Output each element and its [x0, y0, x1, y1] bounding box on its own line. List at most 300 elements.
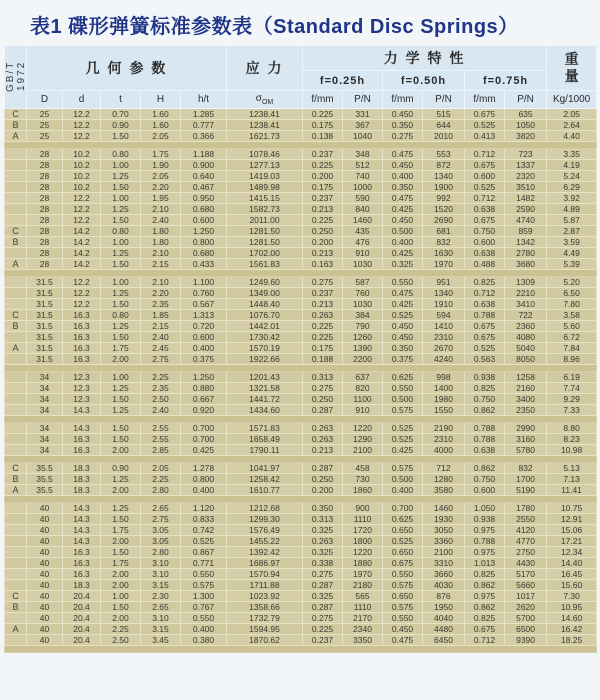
value-cell: 1281.50 — [227, 237, 303, 248]
value-cell: 0.867 — [181, 547, 227, 558]
value-cell: 0.225 — [303, 332, 343, 343]
value-cell: 0.425 — [383, 204, 423, 215]
value-cell: 0.425 — [383, 445, 423, 456]
series-letter-cell — [5, 547, 27, 558]
value-cell: 2.50 — [141, 394, 181, 405]
value-cell: 1442.01 — [227, 321, 303, 332]
series-letter-cell — [5, 204, 27, 215]
table-row — [5, 193, 597, 204]
value-cell: 0.287 — [303, 463, 343, 474]
value-cell: 1337 — [505, 160, 547, 171]
value-cell: 0.475 — [383, 149, 423, 160]
table-row — [5, 215, 597, 226]
group-header-weight: 重量 — [547, 46, 597, 91]
value-cell: 18.3 — [63, 463, 101, 474]
value-cell: 1258.42 — [227, 474, 303, 485]
value-cell: 14.3 — [63, 503, 101, 514]
value-cell: 0.500 — [383, 226, 423, 237]
value-cell: 587 — [343, 277, 383, 288]
value-cell: 6.72 — [547, 332, 597, 343]
value-cell: 331 — [343, 109, 383, 120]
value-cell: 384 — [343, 310, 383, 321]
value-cell: 16.3 — [63, 434, 101, 445]
value-cell: 4.89 — [547, 204, 597, 215]
value-cell: 1970 — [423, 259, 465, 270]
value-cell: 0.675 — [465, 321, 505, 332]
value-cell: 14.60 — [547, 613, 597, 624]
value-cell: 0.175 — [303, 120, 343, 131]
value-cell: 5.20 — [547, 277, 597, 288]
value-cell: 1.90 — [141, 160, 181, 171]
value-cell: 40 — [27, 525, 63, 536]
value-cell: 2.87 — [547, 226, 597, 237]
value-cell: 16.3 — [63, 354, 101, 365]
value-cell: 34 — [27, 372, 63, 383]
value-cell: 512 — [343, 160, 383, 171]
value-cell: 1277.13 — [227, 160, 303, 171]
value-cell: 28 — [27, 215, 63, 226]
table-row — [5, 536, 597, 547]
value-cell: 0.525 — [383, 434, 423, 445]
value-cell: 2.00 — [101, 536, 141, 547]
value-cell: 1.50 — [101, 423, 141, 434]
value-cell: 12.2 — [63, 120, 101, 131]
value-cell: 723 — [505, 149, 547, 160]
value-cell: 40 — [27, 547, 63, 558]
value-cell: 40 — [27, 514, 63, 525]
value-cell: 832 — [505, 463, 547, 474]
value-cell: 0.862 — [465, 580, 505, 591]
value-cell: 876 — [423, 591, 465, 602]
value-cell: 1.50 — [101, 434, 141, 445]
value-cell: 1040 — [343, 131, 383, 142]
value-cell: 0.650 — [383, 525, 423, 536]
value-cell: 0.862 — [465, 463, 505, 474]
value-cell: 1980 — [423, 394, 465, 405]
table-row — [5, 635, 597, 646]
series-letter-cell — [5, 635, 27, 646]
value-cell: 0.788 — [465, 434, 505, 445]
value-cell: 0.950 — [181, 193, 227, 204]
value-cell: 1.25 — [101, 383, 141, 394]
value-cell: 2.85 — [141, 445, 181, 456]
value-cell: 1000 — [343, 182, 383, 193]
value-cell: 0.325 — [383, 259, 423, 270]
table-row — [5, 310, 597, 321]
value-cell: 3.59 — [547, 237, 597, 248]
value-cell: 4040 — [423, 613, 465, 624]
value-cell: 1290 — [343, 434, 383, 445]
value-cell: 1570.94 — [227, 569, 303, 580]
value-cell: 0.325 — [303, 525, 343, 536]
group-header-mechanical: 力 学 特 性 — [303, 46, 547, 71]
value-cell: 1.50 — [101, 602, 141, 613]
value-cell: 0.600 — [465, 171, 505, 182]
table-row — [5, 288, 597, 299]
value-cell: 0.880 — [181, 383, 227, 394]
table-row — [5, 277, 597, 288]
value-cell: 0.975 — [465, 591, 505, 602]
value-cell: 3.58 — [547, 310, 597, 321]
value-cell: 0.375 — [181, 354, 227, 365]
value-cell: 740 — [343, 171, 383, 182]
table-row — [5, 160, 597, 171]
value-cell: 31.5 — [27, 277, 63, 288]
value-cell: 594 — [423, 310, 465, 321]
value-cell: 8.23 — [547, 434, 597, 445]
value-cell: 760 — [343, 288, 383, 299]
standard-label: GB/T 1972 — [5, 46, 27, 109]
value-cell: 1041.97 — [227, 463, 303, 474]
value-cell: 40 — [27, 503, 63, 514]
value-cell: 0.450 — [383, 321, 423, 332]
series-letter-cell — [5, 171, 27, 182]
table-row — [5, 547, 597, 558]
value-cell: 1.25 — [101, 503, 141, 514]
value-cell: 0.213 — [303, 445, 343, 456]
value-cell: 2170 — [343, 613, 383, 624]
series-letter-cell: A — [5, 259, 27, 270]
value-cell: 0.938 — [465, 514, 505, 525]
value-cell: 0.400 — [181, 485, 227, 496]
value-cell: 0.350 — [383, 182, 423, 193]
value-cell: 1970 — [343, 569, 383, 580]
table-row — [5, 149, 597, 160]
value-cell: 2.55 — [141, 434, 181, 445]
value-cell: 12.2 — [63, 215, 101, 226]
value-cell: 0.625 — [383, 514, 423, 525]
value-cell: 1.050 — [465, 503, 505, 514]
value-cell: 7.84 — [547, 343, 597, 354]
value-cell: 0.675 — [465, 109, 505, 120]
value-cell: 0.788 — [465, 423, 505, 434]
value-cell: 3.35 — [547, 149, 597, 160]
value-cell: 1561.83 — [227, 259, 303, 270]
series-letter-cell — [5, 383, 27, 394]
value-cell: 590 — [343, 193, 383, 204]
value-cell: 1410 — [423, 321, 465, 332]
separator-cell — [5, 270, 597, 277]
value-cell: 28 — [27, 226, 63, 237]
value-cell: 2320 — [505, 171, 547, 182]
value-cell: 12.2 — [63, 288, 101, 299]
value-cell: 0.750 — [465, 474, 505, 485]
series-letter-cell — [5, 354, 27, 365]
value-cell: 0.450 — [383, 160, 423, 171]
series-letter-cell — [5, 558, 27, 569]
value-cell: 0.287 — [303, 405, 343, 416]
separator-cell — [5, 496, 597, 503]
value-cell: 1.25 — [101, 474, 141, 485]
value-cell: 0.263 — [303, 310, 343, 321]
value-cell: 18.3 — [63, 580, 101, 591]
value-cell: 1.300 — [181, 591, 227, 602]
value-cell: 7.80 — [547, 299, 597, 310]
value-cell: 0.650 — [383, 591, 423, 602]
table-row — [5, 120, 597, 131]
table-row — [5, 514, 597, 525]
value-cell: 10.2 — [63, 160, 101, 171]
separator-row — [5, 365, 597, 372]
value-cell: 1419.03 — [227, 171, 303, 182]
value-cell: 0.525 — [181, 536, 227, 547]
value-cell: 1415.15 — [227, 193, 303, 204]
table-row — [5, 485, 597, 496]
value-cell: 0.413 — [465, 131, 505, 142]
value-cell: 1309 — [505, 277, 547, 288]
value-cell: 14.3 — [63, 405, 101, 416]
value-cell: 4030 — [423, 580, 465, 591]
separator-cell — [5, 416, 597, 423]
value-cell: 832 — [423, 237, 465, 248]
value-cell: 3050 — [423, 525, 465, 536]
value-cell: 3.92 — [547, 193, 597, 204]
series-letter-cell: C — [5, 591, 27, 602]
value-cell: 12.34 — [547, 547, 597, 558]
value-cell: 28 — [27, 237, 63, 248]
value-cell: 0.900 — [181, 160, 227, 171]
table-row — [5, 226, 597, 237]
value-cell: 2620 — [505, 602, 547, 613]
value-cell: 1571.83 — [227, 423, 303, 434]
value-cell: 3.15 — [141, 624, 181, 635]
value-cell: 2.35 — [141, 299, 181, 310]
value-cell: 40 — [27, 536, 63, 547]
separator-row — [5, 456, 597, 463]
value-cell: 16.3 — [63, 558, 101, 569]
value-cell: 0.325 — [303, 591, 343, 602]
value-cell: 2011.00 — [227, 215, 303, 226]
value-cell: 1100 — [343, 394, 383, 405]
value-cell: 0.712 — [465, 288, 505, 299]
value-cell: 0.450 — [383, 109, 423, 120]
value-cell: 0.525 — [383, 423, 423, 434]
value-cell: 1.25 — [101, 288, 141, 299]
value-cell: 16.3 — [63, 569, 101, 580]
value-cell: 1780 — [505, 503, 547, 514]
value-cell: 5.39 — [547, 259, 597, 270]
value-cell: 0.525 — [465, 120, 505, 131]
value-cell: 1220 — [343, 547, 383, 558]
value-cell: 0.200 — [303, 485, 343, 496]
value-cell: 1.250 — [181, 226, 227, 237]
value-cell: 0.575 — [383, 405, 423, 416]
value-cell: 2160 — [505, 383, 547, 394]
value-cell: 25 — [27, 109, 63, 120]
value-cell: 1.250 — [181, 372, 227, 383]
value-cell: 0.975 — [465, 547, 505, 558]
value-cell: 1249.60 — [227, 277, 303, 288]
value-cell: 14.2 — [63, 226, 101, 237]
value-cell: 0.833 — [181, 514, 227, 525]
value-cell: 0.237 — [303, 193, 343, 204]
separator-row — [5, 416, 597, 423]
value-cell: 0.425 — [383, 248, 423, 259]
value-cell: 0.675 — [383, 558, 423, 569]
table-row — [5, 383, 597, 394]
value-cell: 3510 — [505, 182, 547, 193]
value-cell: 0.350 — [303, 503, 343, 514]
value-cell: 0.175 — [303, 343, 343, 354]
value-cell: 0.225 — [303, 215, 343, 226]
value-cell: 34 — [27, 445, 63, 456]
value-cell: 0.712 — [465, 193, 505, 204]
value-cell: 1.95 — [141, 193, 181, 204]
value-cell: 0.742 — [181, 525, 227, 536]
value-cell: 2.15 — [141, 259, 181, 270]
value-cell: 0.425 — [383, 299, 423, 310]
value-cell: 0.675 — [465, 332, 505, 343]
value-cell: 3360 — [423, 536, 465, 547]
value-cell: 681 — [423, 226, 465, 237]
table-row — [5, 171, 597, 182]
value-cell: 0.80 — [101, 310, 141, 321]
value-cell: 0.475 — [383, 193, 423, 204]
value-cell: 1281.50 — [227, 226, 303, 237]
value-cell: 7.30 — [547, 591, 597, 602]
value-cell: 1.75 — [141, 149, 181, 160]
col-header-ht: h/t — [181, 91, 227, 109]
value-cell: 2310 — [423, 332, 465, 343]
value-cell: 0.275 — [303, 613, 343, 624]
value-cell: 1201.43 — [227, 372, 303, 383]
value-cell: 2.40 — [141, 332, 181, 343]
table-row — [5, 463, 597, 474]
value-cell: 16.3 — [63, 445, 101, 456]
value-cell: 1570.19 — [227, 343, 303, 354]
value-cell: 0.920 — [181, 405, 227, 416]
value-cell: 2.80 — [141, 485, 181, 496]
value-cell: 0.450 — [383, 332, 423, 343]
value-cell: 0.760 — [181, 288, 227, 299]
value-cell: 637 — [343, 372, 383, 383]
value-cell: 910 — [343, 405, 383, 416]
col-header-sigma: $\sigma_{OM}$ — [227, 91, 303, 109]
value-cell: 1.00 — [101, 372, 141, 383]
value-cell: 3580 — [423, 485, 465, 496]
table-row — [5, 602, 597, 613]
value-cell: 28 — [27, 259, 63, 270]
value-cell: 730 — [343, 474, 383, 485]
series-letter-cell: A — [5, 131, 27, 142]
series-letter-cell — [5, 445, 27, 456]
value-cell: 40 — [27, 613, 63, 624]
value-cell: 16.3 — [63, 332, 101, 343]
value-cell: 3400 — [505, 394, 547, 405]
value-cell: 2.10 — [141, 204, 181, 215]
value-cell: 1.50 — [101, 547, 141, 558]
value-cell: 3310 — [423, 558, 465, 569]
value-cell: 11.41 — [547, 485, 597, 496]
value-cell: 1400 — [423, 383, 465, 394]
value-cell: 15.60 — [547, 580, 597, 591]
table-row — [5, 237, 597, 248]
value-cell: 0.638 — [465, 248, 505, 259]
value-cell: 40 — [27, 580, 63, 591]
value-cell: 1730.42 — [227, 332, 303, 343]
value-cell: 3.10 — [141, 613, 181, 624]
value-cell: 2.25 — [141, 372, 181, 383]
value-cell: 14.3 — [63, 536, 101, 547]
value-cell: 0.638 — [465, 299, 505, 310]
series-letter-cell: C — [5, 226, 27, 237]
value-cell: 0.600 — [465, 237, 505, 248]
value-cell: 2.05 — [141, 463, 181, 474]
series-letter-cell: B — [5, 321, 27, 332]
value-cell: 17.21 — [547, 536, 597, 547]
table-row — [5, 613, 597, 624]
value-cell: 0.640 — [181, 171, 227, 182]
series-letter-cell — [5, 248, 27, 259]
value-cell: 859 — [505, 226, 547, 237]
col-header-pn-025: P/N — [343, 91, 383, 109]
value-cell: 0.263 — [303, 423, 343, 434]
value-cell: 16.3 — [63, 321, 101, 332]
series-letter-cell: A — [5, 624, 27, 635]
value-cell: 31.5 — [27, 288, 63, 299]
value-cell: 12.2 — [63, 109, 101, 120]
value-cell: 1686.97 — [227, 558, 303, 569]
value-cell: 4770 — [505, 536, 547, 547]
value-cell: 3350 — [343, 635, 383, 646]
value-cell: 0.287 — [303, 602, 343, 613]
value-cell: 1.80 — [141, 237, 181, 248]
value-cell: 3160 — [505, 434, 547, 445]
table-row — [5, 503, 597, 514]
value-cell: 12.2 — [63, 204, 101, 215]
series-letter-cell — [5, 372, 27, 383]
value-cell: 0.550 — [383, 569, 423, 580]
value-cell: 20.4 — [63, 602, 101, 613]
value-cell: 435 — [343, 226, 383, 237]
value-cell: 0.163 — [303, 259, 343, 270]
value-cell: 1800 — [343, 536, 383, 547]
value-cell: 14.3 — [63, 525, 101, 536]
value-cell: 5.87 — [547, 215, 597, 226]
col-header-fmm-075: f/mm — [465, 91, 505, 109]
value-cell: 0.200 — [303, 171, 343, 182]
value-cell: 28 — [27, 171, 63, 182]
value-cell: 1950 — [423, 602, 465, 613]
value-cell: 0.225 — [303, 160, 343, 171]
value-cell: 35.5 — [27, 463, 63, 474]
series-letter-cell — [5, 160, 27, 171]
value-cell: 2670 — [423, 343, 465, 354]
value-cell: 40 — [27, 558, 63, 569]
value-cell: 0.567 — [181, 299, 227, 310]
value-cell: 1880 — [343, 558, 383, 569]
value-cell: 16.3 — [63, 343, 101, 354]
value-cell: 0.287 — [303, 580, 343, 591]
value-cell: 1.00 — [101, 591, 141, 602]
table-row — [5, 131, 597, 142]
value-cell: 1.188 — [181, 149, 227, 160]
value-cell: 1594.95 — [227, 624, 303, 635]
value-cell: 40 — [27, 591, 63, 602]
value-cell: 2750 — [505, 547, 547, 558]
value-cell: 0.575 — [383, 580, 423, 591]
value-cell: 2.00 — [101, 613, 141, 624]
value-cell: 644 — [423, 120, 465, 131]
value-cell: 1.00 — [101, 193, 141, 204]
value-cell: 12.2 — [63, 131, 101, 142]
value-cell: 0.550 — [383, 613, 423, 624]
value-cell: 0.263 — [303, 434, 343, 445]
value-cell: 1.50 — [101, 514, 141, 525]
value-cell: 0.680 — [181, 248, 227, 259]
table-row — [5, 299, 597, 310]
value-cell: 2.00 — [101, 445, 141, 456]
